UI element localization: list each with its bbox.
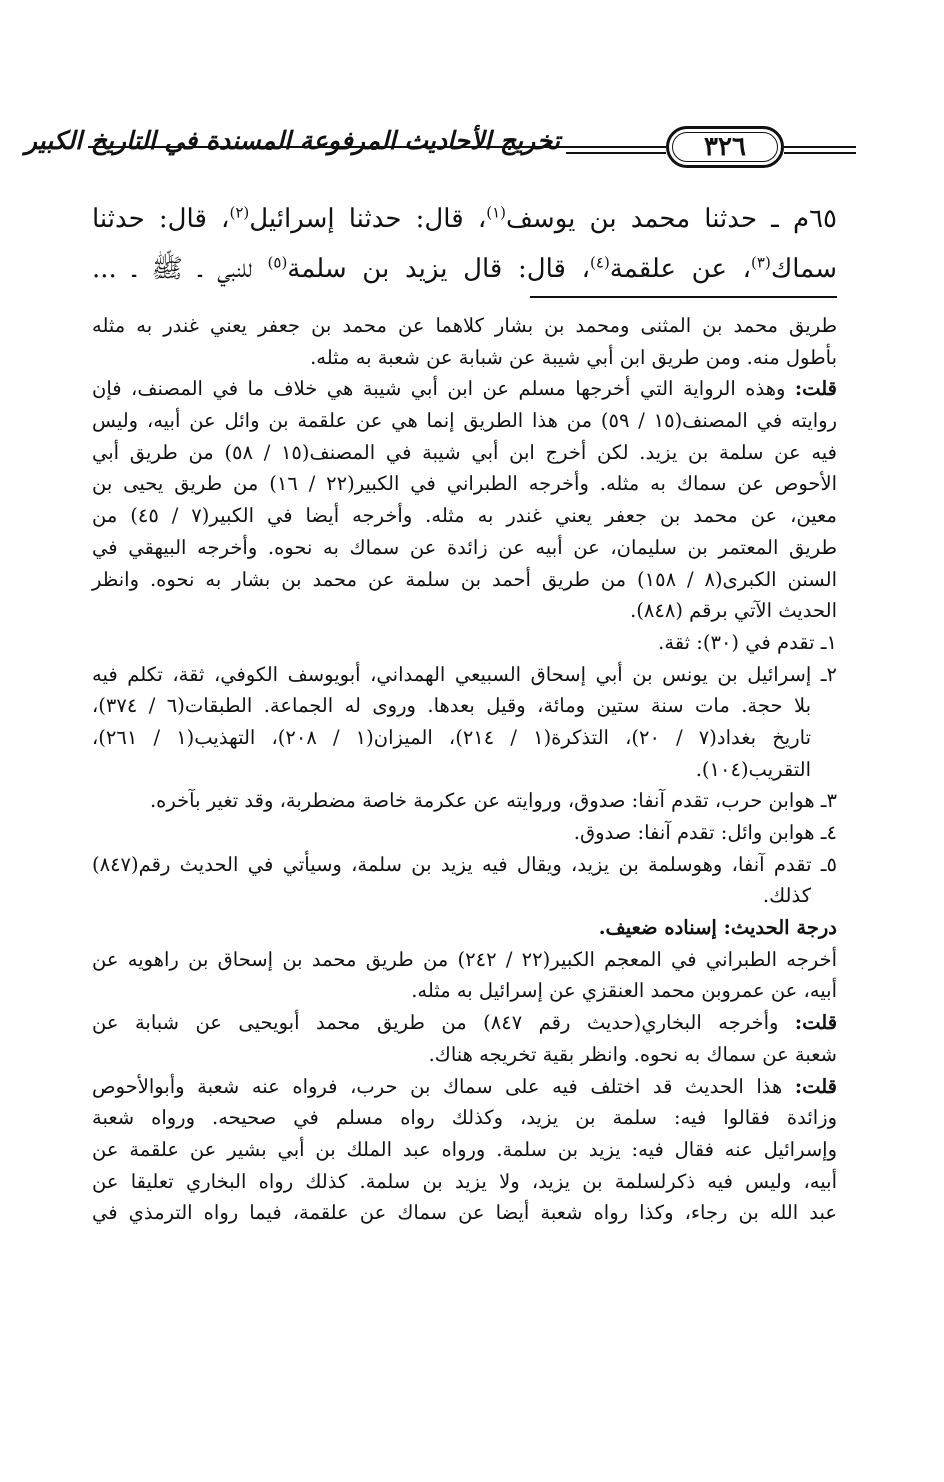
- note-line: [92, 1166, 837, 1198]
- text-run: ، عن علقمة: [609, 254, 752, 284]
- text-run: أخرجه الطبراني في المعجم الكبير(٢٢ / ٢٤٢) من طريق محمد بن إسحاق بن راهويه عن: [92, 947, 838, 971]
- footnote-marker[interactable]: (١): [486, 203, 506, 222]
- text-run: الأحوص عن سماك به مثله. وأخرجه الطبراني في الكبير(٢٢ / ١٦) من طريق يحيى بن: [92, 472, 837, 496]
- text-run: وإسرائيل عنه فقال فيه: يزيد بن سلمة. ورواه عبد الملك بن أبي بشير عن علقمة عن: [92, 1137, 837, 1161]
- note-line: [92, 944, 837, 976]
- text-run: وزائدة فقالوا فيه: سلمة بن يزيد، وكذلك رواه مسلم في صحيحه. ورواه شعبة: [92, 1106, 837, 1130]
- text-run: السنن الكبرى(٨ / ١٥٨) من طريق أحمد بن سلمة عن محمد بن بشار به نحوه. وانظر: [92, 567, 838, 591]
- text-run: ، قال: حدثنا إسرائيل: [249, 204, 487, 234]
- note-line: [92, 1071, 837, 1103]
- bold-label: قلت:: [794, 377, 837, 401]
- text-run: ٥ـ تقدم آنفا، وهوسلمة بن يزيد، ويقال فيه يزيد بن سلمة، وسيأتي في الحديث رقم(٨٤٧): [92, 852, 837, 876]
- footnote-marker[interactable]: (٢): [229, 203, 250, 222]
- note-line: [92, 532, 837, 564]
- text-run: الحديث الآتي برقم (٨٤٨).: [630, 599, 837, 623]
- note-line: [92, 342, 837, 374]
- note-line: [92, 310, 837, 342]
- bold-label: قلت:: [794, 1011, 838, 1035]
- text-run: ٦٥م ـ حدثنا محمد بن يوسف: [506, 204, 837, 234]
- footnotes: [92, 310, 837, 1229]
- text-run: ٣ـ هوابن حرب، تقدم آنفا: صدوق، وروايته عن عكرمة خاصة مضطربة، وقد تغير بآخره.: [149, 789, 837, 813]
- page-header: [24, 118, 856, 184]
- footnote-marker[interactable]: (٤): [590, 253, 610, 272]
- note-line: [92, 468, 837, 500]
- note-line: [92, 975, 837, 1007]
- text-run: شعبة عن سماك به نحوه. وانظر بقية تخريجه هناك.: [428, 1042, 837, 1066]
- hadith-line: [92, 244, 837, 294]
- note-line: [92, 1007, 837, 1039]
- header-rule-right-bottom: [784, 152, 856, 154]
- text-run: التقريب(١٠٤).: [695, 757, 811, 781]
- note-line: [92, 1134, 837, 1166]
- note-line: [92, 722, 837, 754]
- text-run: عبد الله بن رجاء، وكذا رواه شعبة أيضا عن سماك عن علقمة، فيما رواه الترمذي في: [92, 1201, 837, 1225]
- bold-label: قلت:: [794, 1074, 837, 1098]
- page-number-badge: [666, 126, 784, 168]
- note-line: [92, 1039, 837, 1071]
- page-number: ٣٢٦: [704, 132, 746, 162]
- text-run: ٢ـ إسرائيل بن يونس بن أبي إسحاق السبيعي الهمداني، أبويوسف الكوفي، ثقة، تكلم فيه: [92, 662, 837, 686]
- note-line: [92, 785, 837, 817]
- note-line: [92, 880, 837, 912]
- note-line: [92, 659, 837, 691]
- footnote-separator: [530, 296, 837, 298]
- note-line: [92, 1102, 837, 1134]
- footnote-marker[interactable]: (٥): [267, 253, 288, 272]
- note-line: [92, 500, 837, 532]
- text-run: طريق محمد بن المثنى ومحمد بن بشار كلاهما عن محمد بن جعفر يعني غندر به مثله: [92, 314, 837, 337]
- note-line: [92, 690, 837, 722]
- note-line: [92, 754, 837, 786]
- text-run: ٤ـ هوابن وائل: تقدم آنفا: صدوق.: [573, 821, 837, 844]
- text-run: تاريخ بغداد(٧ / ٢٠)، التذكرة(١ / ٢١٤)، الميزان(١ / ٢٠٨)، التهذيب(١ / ٢٦١)،: [92, 725, 812, 749]
- note-line: [92, 849, 837, 881]
- header-rule-right-top: [784, 146, 856, 148]
- text-run: بلا حجة. مات سنة ستين ومائة، وقيل بعدها. وروى له الجماعة. الطبقات(٦ / ٣٧٤)،: [92, 694, 812, 718]
- text-run: بأطول منه. ومن طريق ابن أبي شيبة عن شبابة عن شعبة به مثله.: [310, 345, 837, 369]
- note-line: [92, 437, 837, 469]
- text-run: أبيه، عن عمروبن محمد العنقزي عن إسرائيل به مثله.: [411, 979, 837, 1003]
- text-run: وأخرجه البخاري(حديث رقم ٨٤٧) من طريق محمد أبويحيى عن شبابة عن: [92, 1011, 795, 1035]
- text-run: كذلك.: [762, 884, 811, 908]
- hadith-text: [92, 194, 837, 294]
- text-run: هذا الحديث قد اختلف فيه على سماك بن حرب، فرواه عنه شعبة وأبوالأحوص: [92, 1074, 795, 1098]
- note-line: [92, 595, 837, 627]
- header-rule-left-bottom: [566, 152, 666, 154]
- hadith-line: [92, 194, 837, 244]
- footnote-marker[interactable]: (٣): [751, 253, 771, 272]
- text-run: ١ـ تقدم في (٣٠): ثقة.: [658, 630, 837, 654]
- text-run: سماك: [770, 254, 837, 284]
- text-run: للنبي ـ ﷺ ـ ...: [92, 254, 268, 284]
- text-run: طريق المعتمر بن سليمان، عن أبيه عن زائدة عن سماك به نحوه. وأخرجه البيهقي في: [92, 535, 837, 559]
- running-title: تخريج الأحاديث المرفوعة المسندة في التاريخ الكبير: [24, 126, 560, 155]
- note-line: [92, 405, 837, 437]
- note-line: [92, 912, 837, 944]
- text-run: ، قال: حدثنا: [92, 204, 230, 234]
- bold-label: درجة الحديث: إسناده ضعيف.: [598, 916, 837, 940]
- text-run: أبيه، وليس فيه ذكرلسلمة بن يزيد، ولا يزيد بن سلمة. كذلك رواه البخاري تعليقا عن: [92, 1169, 837, 1193]
- text-run: فيه عن سلمة بن يزيد. لكن أخرج ابن أبي شيبة في المصنف(١٥ / ٥٨) من طريق أبي: [92, 440, 838, 464]
- note-line: [92, 627, 837, 659]
- text-run: معين، عن محمد بن جعفر يعني غندر به مثله. وأخرجه أيضا في الكبير(٧ / ٤٥) من: [92, 504, 837, 528]
- note-line: [92, 817, 837, 849]
- note-line: [92, 1197, 837, 1229]
- note-line: [92, 373, 837, 405]
- note-line: [92, 564, 837, 596]
- text-run: ، قال: قال يزيد بن سلمة: [287, 254, 591, 284]
- text-run: وهذه الرواية التي أخرجها مسلم عن ابن أبي شيبة هي خلاف ما في المصنف، فإن: [92, 377, 795, 401]
- text-run: روايته في المصنف(١٥ / ٥٩) من هذا الطريق إنما هي عن علقمة بن وائل عن أبيه، وليس: [92, 409, 837, 433]
